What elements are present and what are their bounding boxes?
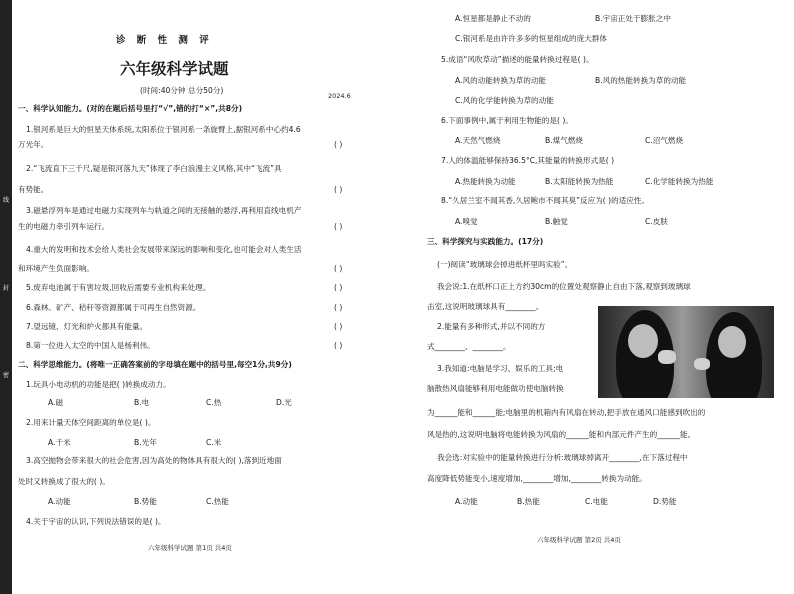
- s3-option-a: A.动能: [455, 497, 478, 506]
- s1-q5: 5.废弃电池属于有害垃圾,回收后需要专业机构来处理。: [26, 283, 211, 292]
- binding-strip: [0, 0, 12, 594]
- s2-q5-option-c: C.风的化学能转换为草的动能: [455, 96, 554, 105]
- s2-q7-option-c: C.化学能转换为热能: [645, 177, 714, 186]
- answer-paren: ( ): [334, 264, 343, 273]
- s2-q6-option-a: A.天然气燃烧: [455, 136, 501, 145]
- s1-q1-line2: 万光年。: [18, 140, 49, 149]
- s3-para-4-line1: 我会选:对实验中的能量转换进行分析:玻璃球掉离开________,在下落过程中: [437, 453, 688, 462]
- student-boy-face: [628, 324, 658, 358]
- s2-q7: 7.人的体温能够保持36.5°C,其能量的转换形式是( ): [441, 156, 615, 165]
- student-girl-face: [718, 326, 746, 358]
- s2-q1-option-b: B.电: [134, 398, 150, 407]
- s2-q1: 1.玩具小电动机的功能是把( )转换成动力。: [26, 380, 171, 389]
- s2-q4-option-a: A.恒星都是静止不动的: [455, 14, 531, 23]
- s2-q8-option-b: B.触觉: [545, 217, 568, 226]
- s2-q2: 2.用来计量天体空间距离的单位是( )。: [26, 418, 156, 427]
- section-1-heading: 一、科学认知能力。(对的在题后括号里打“√”,错的打“×”,共8分): [18, 104, 243, 113]
- answer-paren: ( ): [334, 283, 343, 292]
- s1-q2-line1: 2.“飞流直下三千尺,疑是银河落九天”体现了李白浪漫主义风格,其中“飞流”具: [26, 164, 282, 173]
- answer-paren: ( ): [334, 185, 343, 194]
- s2-q3-line1: 3.高空抛物会带来很大的社会危害,因为高处的物体具有很大的( ),落到近地面: [26, 456, 282, 465]
- s2-q4-option-b: B.宇宙正处于膨胀之中: [595, 14, 671, 23]
- binding-mark-seal: 封: [3, 285, 10, 292]
- s2-q5: 5.成语“风吹草动”描述的能量转换过程是( )。: [441, 55, 594, 64]
- students-experiment-photo: [598, 306, 774, 398]
- s2-q6: 6.下面事例中,属于利用生物能的是( )。: [441, 116, 573, 125]
- student-girl-hand: [694, 358, 710, 370]
- page-2-footer: 六年级科学试题 第2页 共4页: [537, 536, 621, 544]
- s2-q2-option-b: B.光年: [134, 438, 157, 447]
- s2-q6-option-c: C.沼气燃烧: [645, 136, 684, 145]
- s1-q8: 8.第一位进入太空的中国人是杨利伟。: [26, 341, 155, 350]
- s2-q2-option-a: A.千米: [48, 438, 71, 447]
- s2-q3-option-b: B.势能: [134, 497, 157, 506]
- s1-q7: 7.望远镜、灯光和炉火都具有能量。: [26, 322, 148, 331]
- s1-q1-line1: 1.银河系是巨大的恒星天体系统,太阳系位于银河系一条旋臂上,据银河系中心约4.6: [26, 125, 301, 134]
- page-2: [397, 0, 794, 594]
- s2-q5-option-a: A.风的动能转换为草的动能: [455, 76, 547, 85]
- s3-para-3-line1: 3.我知道:电脑是学习、娱乐的工具;电: [437, 364, 564, 373]
- s3-option-c: C.电能: [585, 497, 608, 506]
- s2-q8-option-a: A.嗅觉: [455, 217, 478, 226]
- s1-q4-line1: 4.重大的发明和技术会给人类社会发展带来深远的影响和变化,也可能会对人类生活: [26, 245, 302, 254]
- s2-q3-option-c: C.热能: [206, 497, 229, 506]
- binding-mark-secret: 密: [3, 372, 10, 379]
- section-3-sub-1: (一)阅读“玻璃球会掉进纸杯里吗实验”。: [437, 260, 573, 269]
- section-3-heading: 三、科学探究与实践能力。(17分): [427, 237, 544, 246]
- s1-q6: 6.森林、矿产、秸秆等资源都属于可再生自然资源。: [26, 303, 201, 312]
- s2-q8: 8.“久居兰室不闻其香,久居鲍市不闻其臭”反应为( )的适应性。: [441, 196, 650, 205]
- s1-q2-line2: 有势能。: [18, 185, 49, 194]
- s3-para-1-line2: 击室,这说明玻璃球具有________。: [427, 302, 544, 311]
- exam-header: 诊 断 性 测 评: [116, 35, 213, 46]
- s3-para-3-line3: 为______能和______能;电脑里的机箱内有风扇在转动,把手放在通风口能感到吹出的: [427, 408, 706, 417]
- s2-q8-option-c: C.皮肤: [645, 217, 668, 226]
- s3-option-b: B.热能: [517, 497, 540, 506]
- s2-q1-option-d: D.光: [276, 398, 292, 407]
- answer-paren: ( ): [334, 341, 343, 350]
- s3-option-d: D.势能: [653, 497, 677, 506]
- s2-q3-line2: 处时又转换成了很大的( )。: [18, 477, 110, 486]
- answer-paren: ( ): [334, 222, 343, 231]
- s2-q4-option-c: C.银河系是由许许多多的恒星组成的庞大群体: [455, 34, 607, 43]
- page-1-footer: 六年级科学试题 第1页 共4页: [148, 544, 232, 552]
- answer-paren: ( ): [334, 303, 343, 312]
- answer-paren: ( ): [334, 140, 343, 149]
- answer-paren: ( ): [334, 322, 343, 331]
- section-2-heading: 二、科学思维能力。(将唯一正确答案前的字母填在题中的括号里,每空1分,共9分): [18, 360, 292, 369]
- s2-q7-option-b: B.太阳能转换为热能: [545, 177, 614, 186]
- s2-q2-option-c: C.米: [206, 438, 222, 447]
- s2-q4: 4.关于宇宙的认识,下列说法错误的是( )。: [26, 517, 166, 526]
- s3-para-2-line1: 2.能量有多种形式,并以不同的方: [437, 322, 546, 331]
- exam-date: 2024.6: [328, 92, 351, 100]
- s3-para-3-line4: 风是热的,这说明电脑将电能转换为风扇的______能和内部元件产生的______能。: [427, 430, 696, 439]
- s3-para-4-line2: 高度降低势能变小,速度增加,________增加,________转换为动能。: [427, 474, 647, 483]
- s3-para-3-line2: 脑散热风扇能够利用电能做功使电脑转换: [427, 384, 564, 393]
- exam-title: 六年级科学试题: [120, 60, 229, 78]
- s1-q4-line2: 和环境产生负面影响。: [18, 264, 94, 273]
- s2-q7-option-a: A.热能转换为动能: [455, 177, 516, 186]
- binding-mark-line: 线: [3, 197, 10, 204]
- s2-q5-option-b: B.风的热能转换为草的动能: [595, 76, 687, 85]
- s3-para-1-line1: 我会说:1.在纸杯口正上方约30cm的位置处观察静止自由下落,观察到玻璃球: [437, 282, 691, 291]
- s2-q6-option-b: B.煤气燃烧: [545, 136, 583, 145]
- s1-q3-line2: 生的电磁力牵引列车运行。: [18, 222, 110, 231]
- exam-meta: (时间:40分钟 总分50分): [140, 86, 224, 95]
- s2-q3-option-a: A.动能: [48, 497, 71, 506]
- s2-q1-option-a: A.磁: [48, 398, 64, 407]
- s1-q3-line1: 3.磁悬浮列车是通过电磁力实现列车与轨道之间的无接触的悬浮,再利用直线电机产: [26, 206, 302, 215]
- student-boy-hand: [658, 350, 676, 364]
- s3-para-2-line2: 式________、________。: [427, 342, 511, 351]
- s2-q1-option-c: C.热: [206, 398, 222, 407]
